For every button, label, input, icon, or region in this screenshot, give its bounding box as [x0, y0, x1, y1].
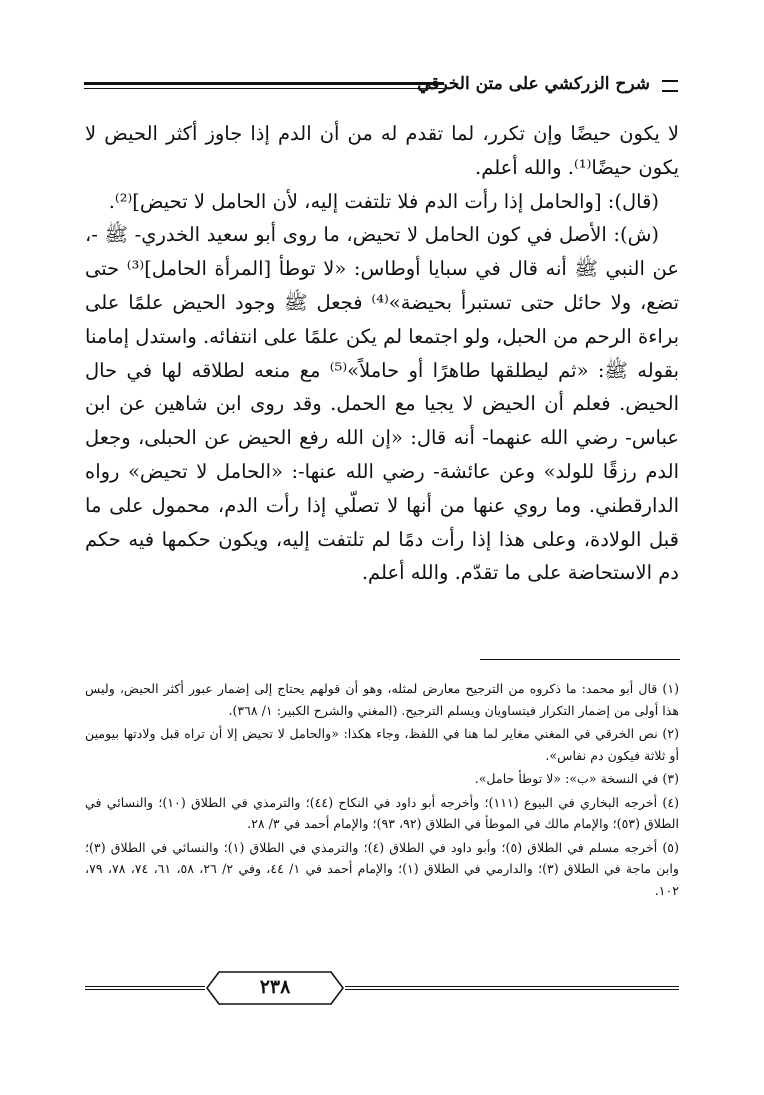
header-ornament [662, 80, 678, 92]
paragraph: (ش): الأصل في كون الحامل لا تحيض، ما روى أبو سعيد الخدري- ﷺ -، عن النبي ﷺ أنه قال في سبايا أوطاس: «لا توطأ [المرأة الحامل]⁽³⁾ حتى تضع، ولا حائل حتى تستبرأ بحيضة»⁽⁴⁾ فجعل ﷺ وجود الحيض علمًا على براءة الرحم من الحبل، ولو اجتمعا لم يكن علمًا على انتفائه. واستدل إمامنا بقوله ﷺ: «ثم ليطلقها طاهرًا أو حاملاً»⁽⁵⁾ مع منعه لطلاقه لها في حال الحيض. فعلم أن الحيض لا يجيا مع الحمل. وقد روى ابن شاهين عن ابن عباس- رضي الله عنهما- أنه قال: «إن الله رفع الحيض عن الحبلى، وجعل الدم رزقًا للولد» وعن عائشة- رضي الله عنها-: «الحامل لا تحيض» رواه الدارقطني. وما روي عنها من أنها لا تصلّي إذا رأت الدم، محمول على ما قبل الولادة، وعلى هذا إذا رأت دمًا لم تلتفت إليه، ويكون حكمها فيه حكم دم الاستحاضة على ما تقدّم. والله أعلم. [85, 223, 679, 585]
header-rule-thick [84, 82, 444, 85]
footnote: (١) قال أبو محمد: ما ذكروه من الترجيح معارض لمثله، وهو أن قولهم يحتاج إلى إضمار عبور أكثر الحيض، وليس هذا أولى من إضمار التكرار فيتساويان ويسلم الترجيح. (المغني والشرح الكبير: ١/ ٣٦٨). [85, 681, 679, 718]
footer-rule [85, 986, 679, 987]
footnote-separator [480, 659, 680, 660]
footnote: (٤) أخرجه البخاري في البيوع (١١١)؛ وأخرجه أبو داود في النكاح (٤٤)؛ والترمذي في الطلاق (١٠)؛ والنسائي في الطلاق (٥٣)؛ والإمام مالك في الموطأ في الطلاق (٩٢، ٩٣)؛ والإمام أحمد في ٣/ ٢٨. [85, 794, 679, 831]
paragraph: لا يكون حيضًا وإن تكرر، لما تقدم له من أن الدم إذا جاوز أكثر الحيض لا يكون حيضًا⁽¹⁾. والله أعلم. [85, 122, 679, 179]
header-rule-thin [84, 88, 444, 89]
footnotes [85, 678, 679, 903]
paragraph: (قال): [والحامل إذا رأت الدم فلا تلتفت إليه، لأن الحامل لا تحيض]⁽²⁾. [108, 189, 659, 213]
page-number-badge [205, 970, 345, 1006]
page-number: ٢٣٨ [259, 976, 291, 998]
running-header [84, 74, 678, 102]
header-title: شرح الزركشي على متن الخرقي [417, 74, 650, 94]
footnote: (٣) في النسخة «ب»: «لا توطأ حامل». [474, 771, 679, 786]
footer-rule [85, 989, 679, 990]
footnote: (٢) نص الخرقي في المغني مغاير لما هنا في اللفظ، وجاء هكذا: «والحامل لا تحيض إلا أن تراه قبل ولادتها بيومين أو ثلاثة فيكون دم نفاس». [85, 726, 679, 763]
page-footer [85, 970, 679, 1006]
main-text [85, 117, 679, 590]
footnote: (٥) أخرجه مسلم في الطلاق (٥)؛ وأبو داود في الطلاق (٤)؛ والترمذي في الطلاق (١)؛ والنسائي في الطلاق (٣)؛ وابن ماجة في الطلاق (٣)؛ والدارمي في الطلاق (١)؛ والإمام أحمد في ١/ ٤٤، وفي ٢/ ٢٦، ٥٨، ٦١، ٧٤، ٧٨، ٧٩، ١٠٢. [85, 839, 679, 898]
